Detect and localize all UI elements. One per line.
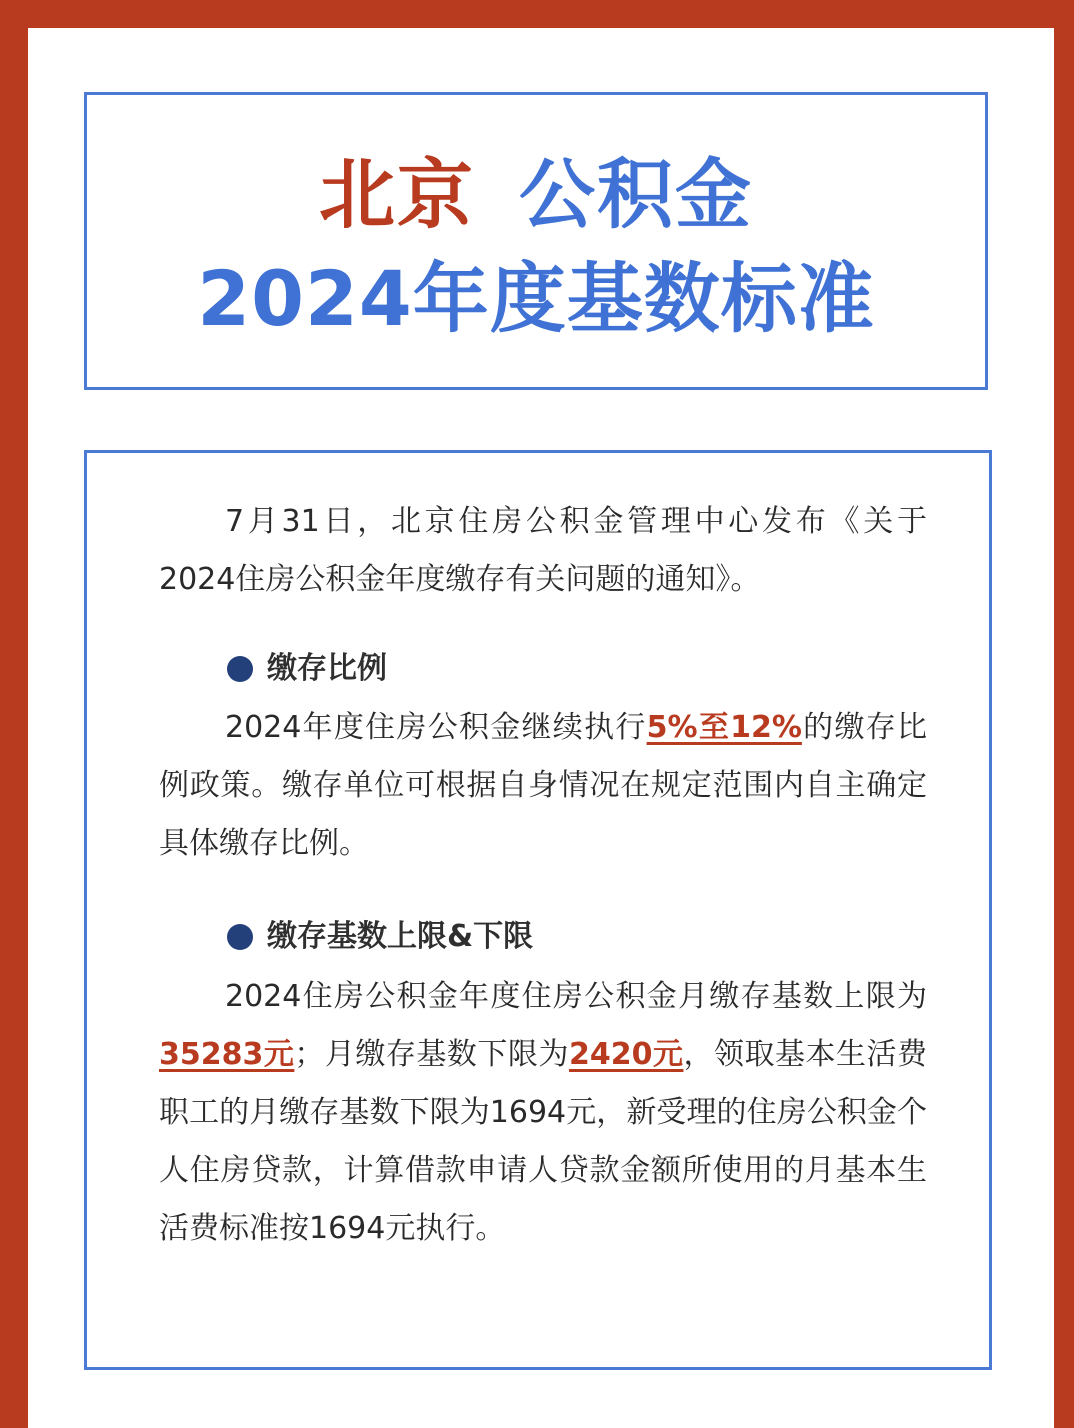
- content-box: [84, 450, 992, 1370]
- limits-text-2: ；月缴存基数下限为: [294, 1037, 569, 1072]
- title-fund: 公积金: [519, 150, 753, 239]
- limits-text-3: ，领取基本生活费职工的月缴存基数下限为1694元，新受理的住房公积金个人住房贷款，计算借款申请人贷款金额所使用的月基本生活费标准按1694元执行。: [159, 1037, 928, 1246]
- title-line-1: [87, 147, 985, 243]
- intro-paragraph: 7月31日，北京住房公积金管理中心发布《关于2024住房公积金年度缴存有关问题的通知》。: [159, 504, 927, 597]
- title-line-2: 2024年度基数标准: [197, 254, 875, 343]
- lower-limit-highlight: 2420元: [568, 1037, 684, 1072]
- ratio-highlight: 5%至12%: [646, 710, 802, 745]
- section-heading-ratio: [227, 649, 387, 689]
- section-heading-limits-label: 缴存基数上限&下限: [267, 919, 534, 954]
- bullet-dot-icon: [227, 924, 253, 950]
- bullet-dot-icon: [227, 656, 253, 682]
- ratio-text-before: 2024年度住房公积金继续执行: [225, 710, 647, 745]
- ratio-paragraph: [159, 699, 927, 873]
- ratio-text-after: 的缴存比例政策。缴存单位可根据自身情况在规定范围内自主确定具体缴存比例。: [159, 710, 927, 861]
- title-city: 北京: [319, 150, 475, 239]
- limits-paragraph: [159, 968, 927, 1258]
- title-box: [84, 92, 988, 390]
- section-heading-limits: [227, 917, 533, 957]
- upper-limit-highlight: 35283元: [159, 1037, 295, 1072]
- section-heading-ratio-label: 缴存比例: [267, 651, 387, 686]
- limits-text-1: 2024住房公积金年度住房公积金月缴存基数上限为: [225, 979, 927, 1014]
